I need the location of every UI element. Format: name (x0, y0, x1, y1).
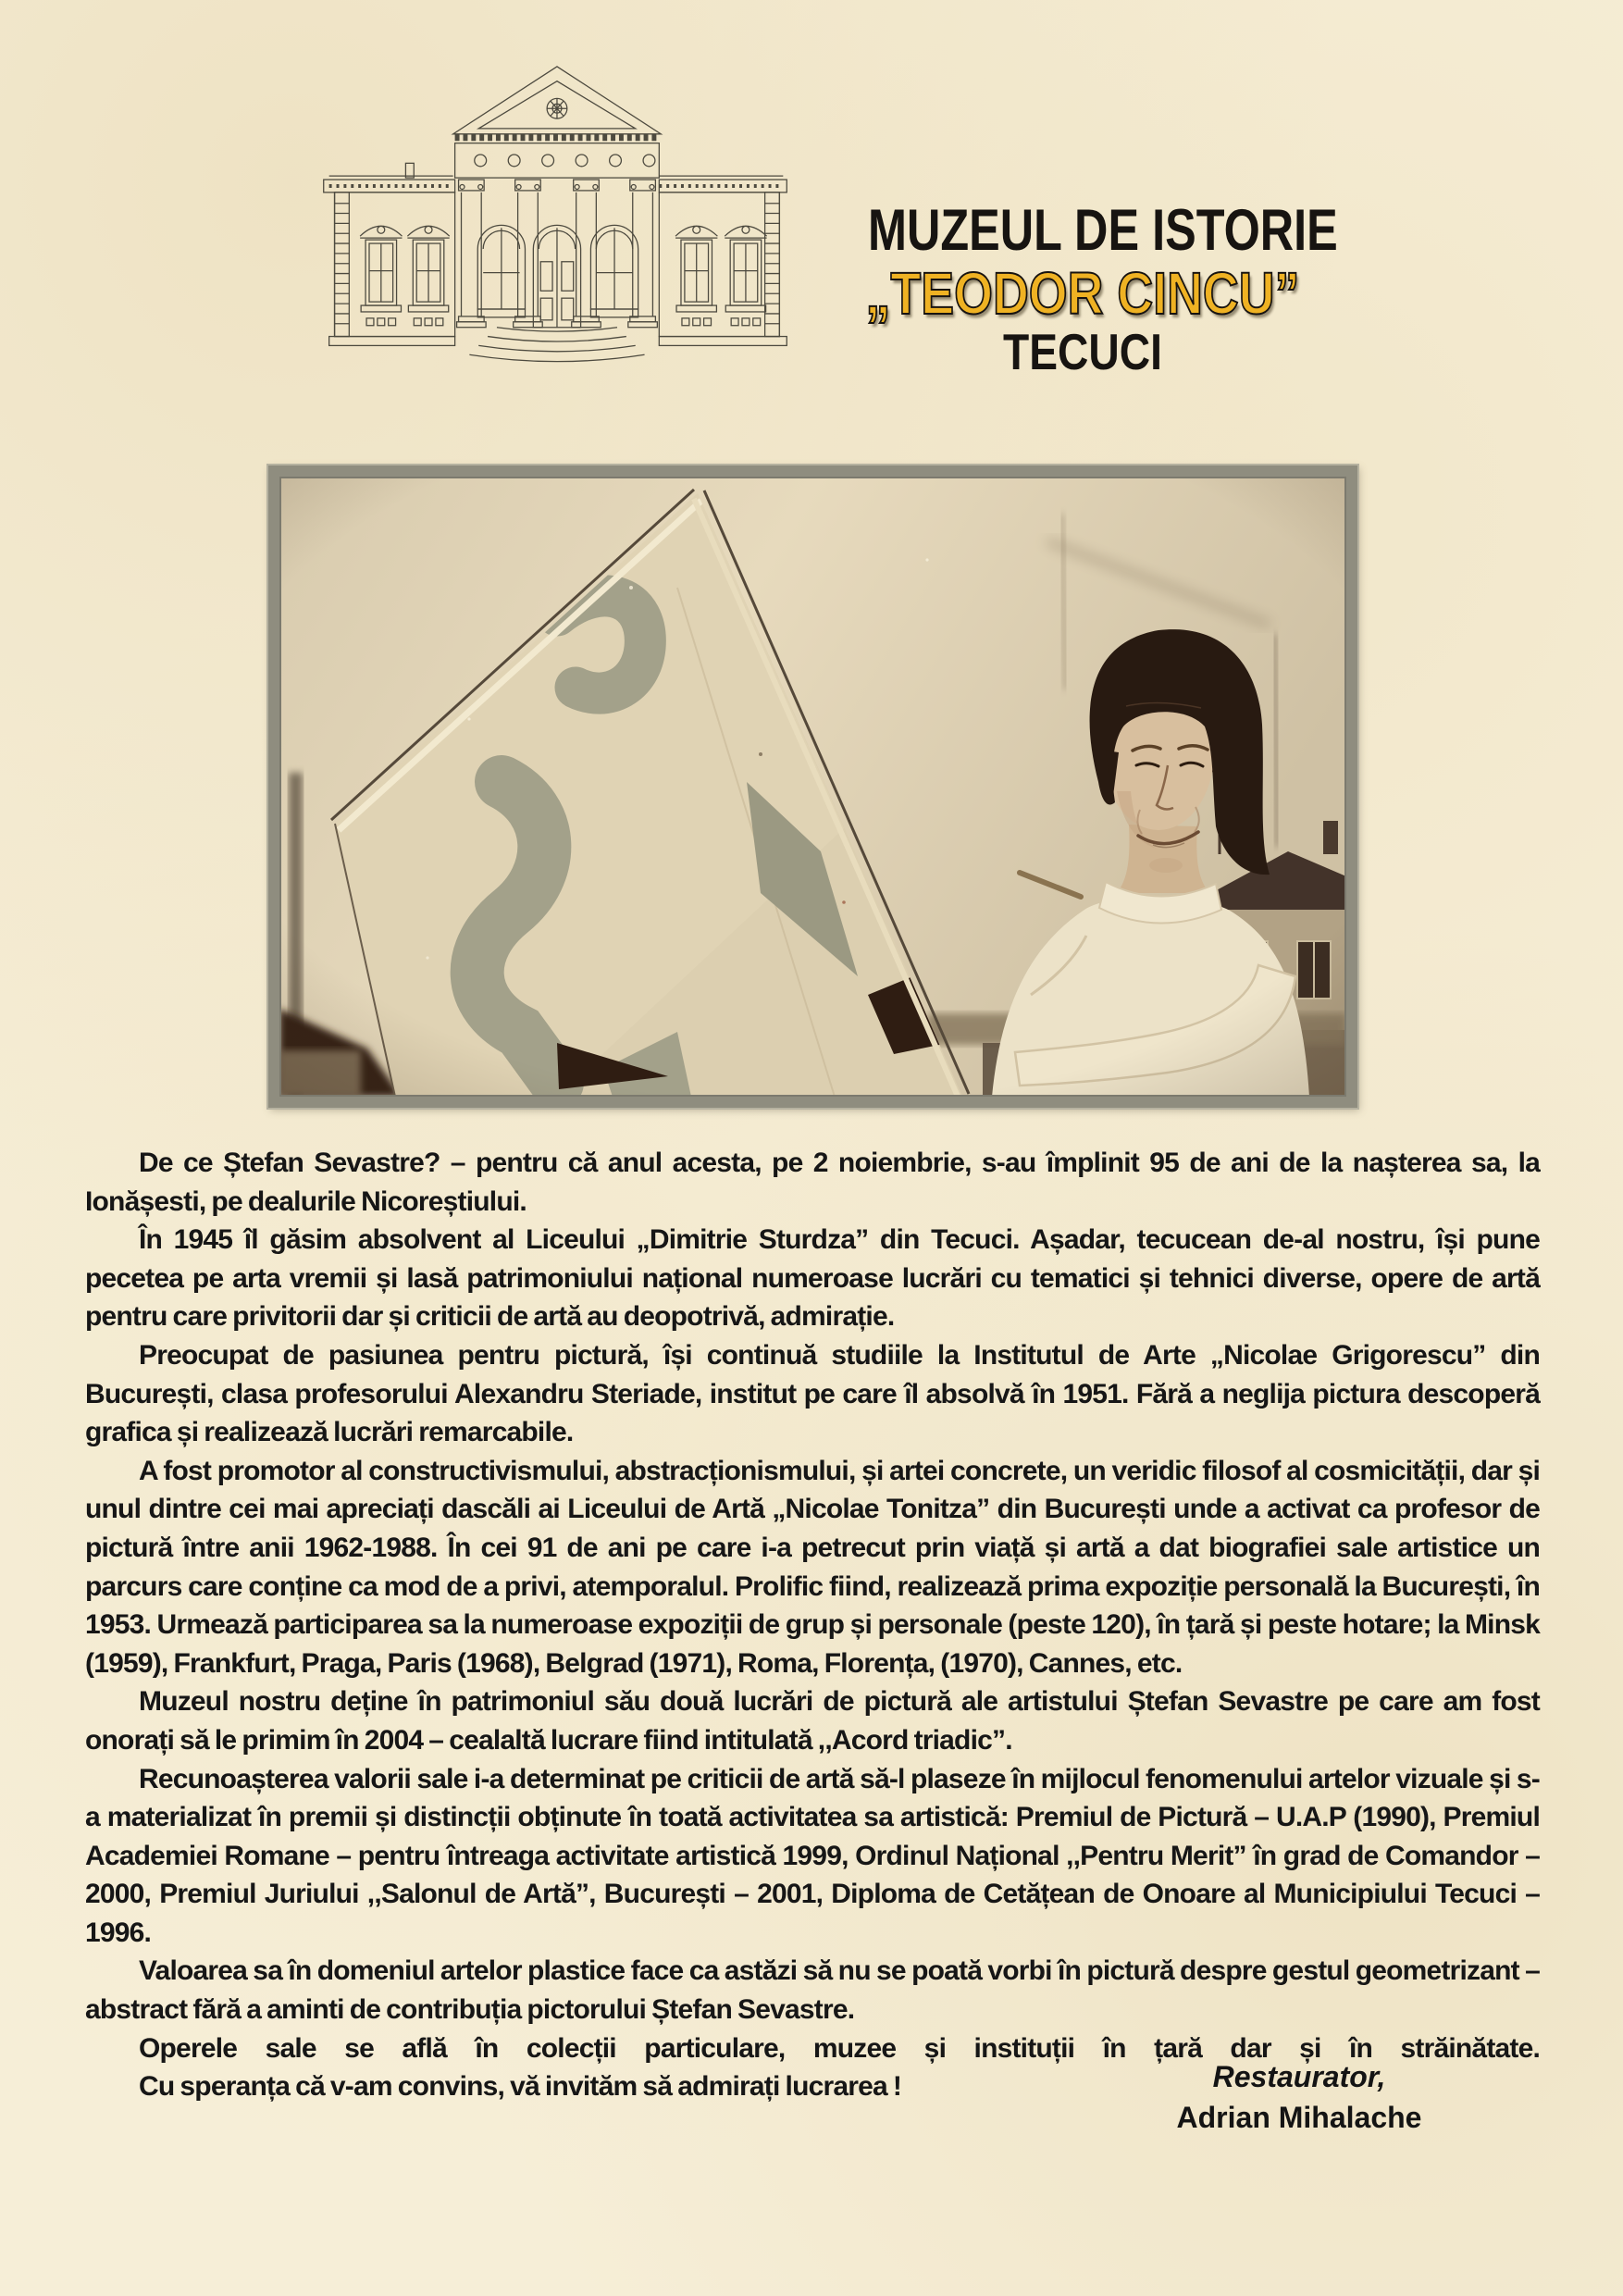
paragraph: Recunoașterea valorii sale i-a determinat pe criticii de artă să-l plaseze în mijlocul fenomenului artelor vizuale și s-a materializat în premii și distincții obținute în toată activitatea sa artistică: Premiul de Pictură – U.A.P (1990), Premiul Academiei Romane – pentru întreaga activitate artistică 1999, Ordinul Național ,,Pentru Merit” în grad de Comandor – 2000, Premiul Juriului ,,Salonul de Artă”, București – 2001, Diploma de Cetățean de Onoare al Municipiului Tecuci – 1996. (85, 1763, 1540, 1948)
signature-name: Adrian Mihalache (1176, 2101, 1422, 2134)
left-wing (324, 163, 455, 345)
paragraph: Cu speranța că v-am convins, vă invităm să admirați lucrarea ! (139, 2071, 902, 2103)
museum-title-line3: TECUCI (1003, 323, 1162, 380)
museum-building-drawing-icon (315, 61, 796, 371)
museum-title-line1: MUZEUL DE ISTORIE (868, 198, 1338, 263)
paragraph: Operele sale se află în colecții particulare, muzee și instituții în țară dar și în străinătate. (139, 2032, 1540, 2064)
paragraph: A fost promotor al constructivismului, abstracționismului, și artei concrete, un veridic filosof al cosmicității, dar și unul dintre cei mai apreciați dascăli ai Liceului de Artă „Nicolae Tonitza” din București unde a activat ca profesor de pictură între anii 1962-1988. În cei 91 de ani pe care i-a petrecut prin viață și artă a dat biografiei sale artistice un parcurs care conține ca mod de a privi, atemporalul. Prolific fiind, realizează prima expoziție personală la București, în 1953. Urmează participarea sa la numeroase expoziții de grup și personale (peste 120), în țară și peste hotare; la Minsk (1959), Frankfurt, Praga, Paris (1968), Belgrad (1971), Roma, Florența, (1970), Cannes, etc. (85, 1455, 1540, 1679)
artist-photo (279, 477, 1346, 1097)
signature-role: Restaurator, (1212, 2060, 1386, 2093)
signature-block (1022, 2056, 1577, 2138)
right-wing (659, 176, 787, 345)
article-text (85, 1144, 1540, 2106)
central-portico (453, 67, 662, 362)
paragraph: Muzeul nostru deține în patrimoniul său două lucrări de pictură ale artistului Ștefan Sevastre pe care am fost onorați să le primim în 2004 – cealaltă lucrare fiind intitulată ,,Acord triadic”. (85, 1686, 1540, 1756)
paragraph: Preocupat de pasiunea pentru pictură, își continuă studiile la Institutul de Arte „Nicolae Grigorescu” din București, clasa profesorului Alexandru Steriade, institut pe care îl absolvă în 1951. Fără a neglija pictura descoperă grafica și realizează lucrări remarcabile. (85, 1339, 1540, 1448)
artist-photo-frame (268, 465, 1357, 1108)
paragraph: De ce Ștefan Sevastre? – pentru că anul acesta, pe 2 noiembrie, s-au împlinit 95 de ani de la nașterea sa, la Ionășesti, pe dealurile Nicoreștiului. (85, 1148, 1540, 1217)
paragraph: În 1945 îl găsim absolvent al Liceului „Dimitrie Sturdza” din Tecuci. Așadar, tecucean de-al nostru, își pune pecetea pe arta vremii și lasă patrimoniului național numeroase lucrări cu tematici și tehnici diverse, opere de artă pentru care privitorii dar și criticii de artă au deopotrivă, admirație. (85, 1224, 1540, 1333)
museum-title-line2: „TEODOR CINCU” (865, 260, 1300, 327)
museum-title-block (814, 198, 1351, 379)
paragraph: Valoarea sa în domeniul artelor plastice face ca astăzi să nu se poată vorbi în pictură despre gestul geometrizant – abstract fără a aminti de contribuția pictorului Ștefan Sevastre. (85, 1955, 1540, 2026)
